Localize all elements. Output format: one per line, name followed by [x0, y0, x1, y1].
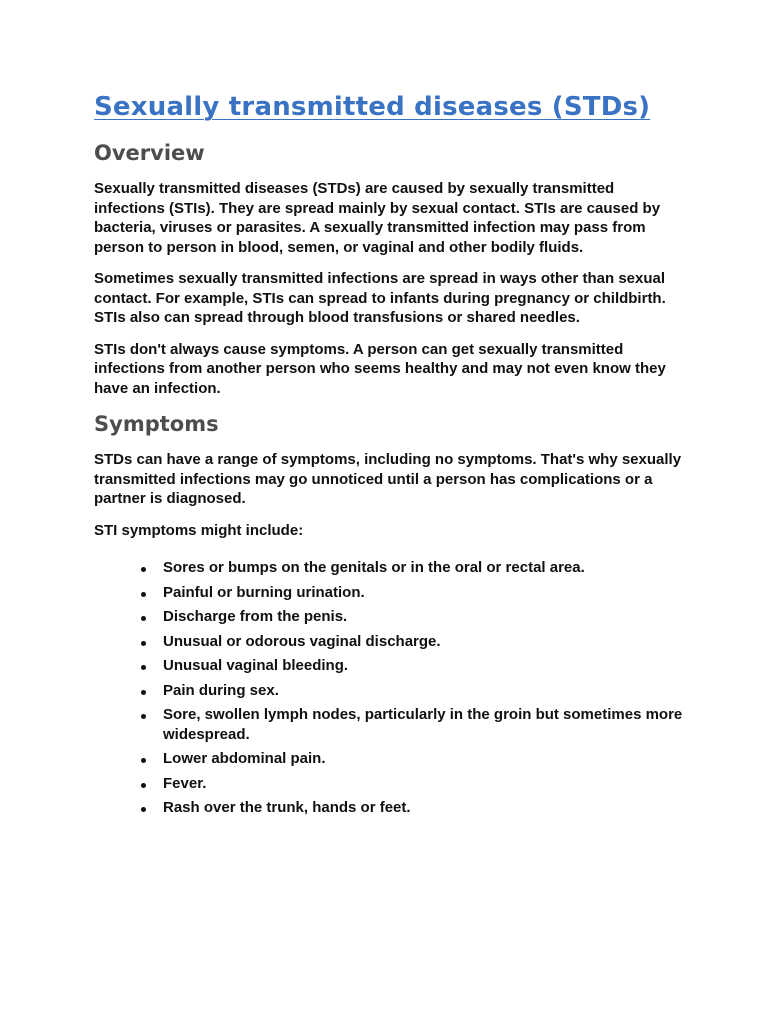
- list-item-text: Fever.: [163, 774, 207, 792]
- list-item: [138, 798, 686, 818]
- bullet-icon: [141, 592, 146, 597]
- list-item-text: Pain during sex.: [163, 681, 279, 699]
- symptoms-heading: Symptoms: [94, 412, 219, 436]
- overview-section: [94, 139, 686, 398]
- bullet-icon: [141, 641, 146, 646]
- list-item: [138, 774, 686, 794]
- bullet-icon: [141, 758, 146, 763]
- list-item: [138, 656, 686, 676]
- document-page: [94, 88, 686, 823]
- symptoms-intro: STI symptoms might include:: [94, 521, 304, 539]
- bullet-icon: [141, 690, 146, 695]
- list-item: [138, 749, 686, 769]
- list-item: [138, 607, 686, 627]
- overview-paragraph: Sometimes sexually transmitted infections are spread in ways other than sexual contact. For example, STIs can spread to infants during pregnancy or childbirth. STIs also can spread through blood transfusions or shared needles.: [94, 270, 666, 326]
- overview-heading: Overview: [94, 141, 205, 165]
- list-item-text: Sore, swollen lymph nodes, particularly in the groin but sometimes more widespread.: [163, 706, 683, 743]
- bullet-icon: [141, 616, 146, 621]
- list-item: [138, 583, 686, 603]
- list-item: [138, 558, 686, 578]
- list-item-text: Painful or burning urination.: [163, 583, 365, 601]
- list-item-text: Sores or bumps on the genitals or in the oral or rectal area.: [163, 559, 585, 576]
- bullet-icon: [141, 567, 146, 572]
- symptoms-paragraph: STDs can have a range of symptoms, including no symptoms. That's why sexually transmitted infections may go unnoticed until a person has complications or a partner is diagnosed.: [94, 451, 682, 507]
- bullet-icon: [141, 665, 146, 670]
- bullet-icon: [141, 714, 146, 719]
- symptoms-section: [94, 410, 686, 818]
- list-item: [138, 705, 686, 744]
- list-item-text: Lower abdominal pain.: [163, 750, 326, 767]
- list-item-text: Unusual or odorous vaginal discharge.: [163, 632, 441, 650]
- bullet-icon: [141, 807, 146, 812]
- overview-paragraph: STIs don't always cause symptoms. A person can get sexually transmitted infections from another person who seems healthy and may not even know they have an infection.: [94, 340, 666, 397]
- page-title: Sexually transmitted diseases (STDs): [94, 92, 651, 122]
- list-item-text: Discharge from the penis.: [163, 608, 348, 625]
- list-item-text: Rash over the trunk, hands or feet.: [163, 799, 411, 816]
- list-item: [138, 632, 686, 652]
- bullet-icon: [141, 783, 146, 788]
- symptoms-list: [94, 558, 686, 818]
- list-item-text: Unusual vaginal bleeding.: [163, 657, 349, 674]
- list-item: [138, 681, 686, 701]
- overview-paragraph: Sexually transmitted diseases (STDs) are caused by sexually transmitted infections (STIs). They are spread mainly by sexual contact. STIs are caused by bacteria, viruses or parasites. A sexually transmitted infection may pass from person to person in blood, semen, or vaginal and other bodily fluids.: [94, 180, 661, 256]
